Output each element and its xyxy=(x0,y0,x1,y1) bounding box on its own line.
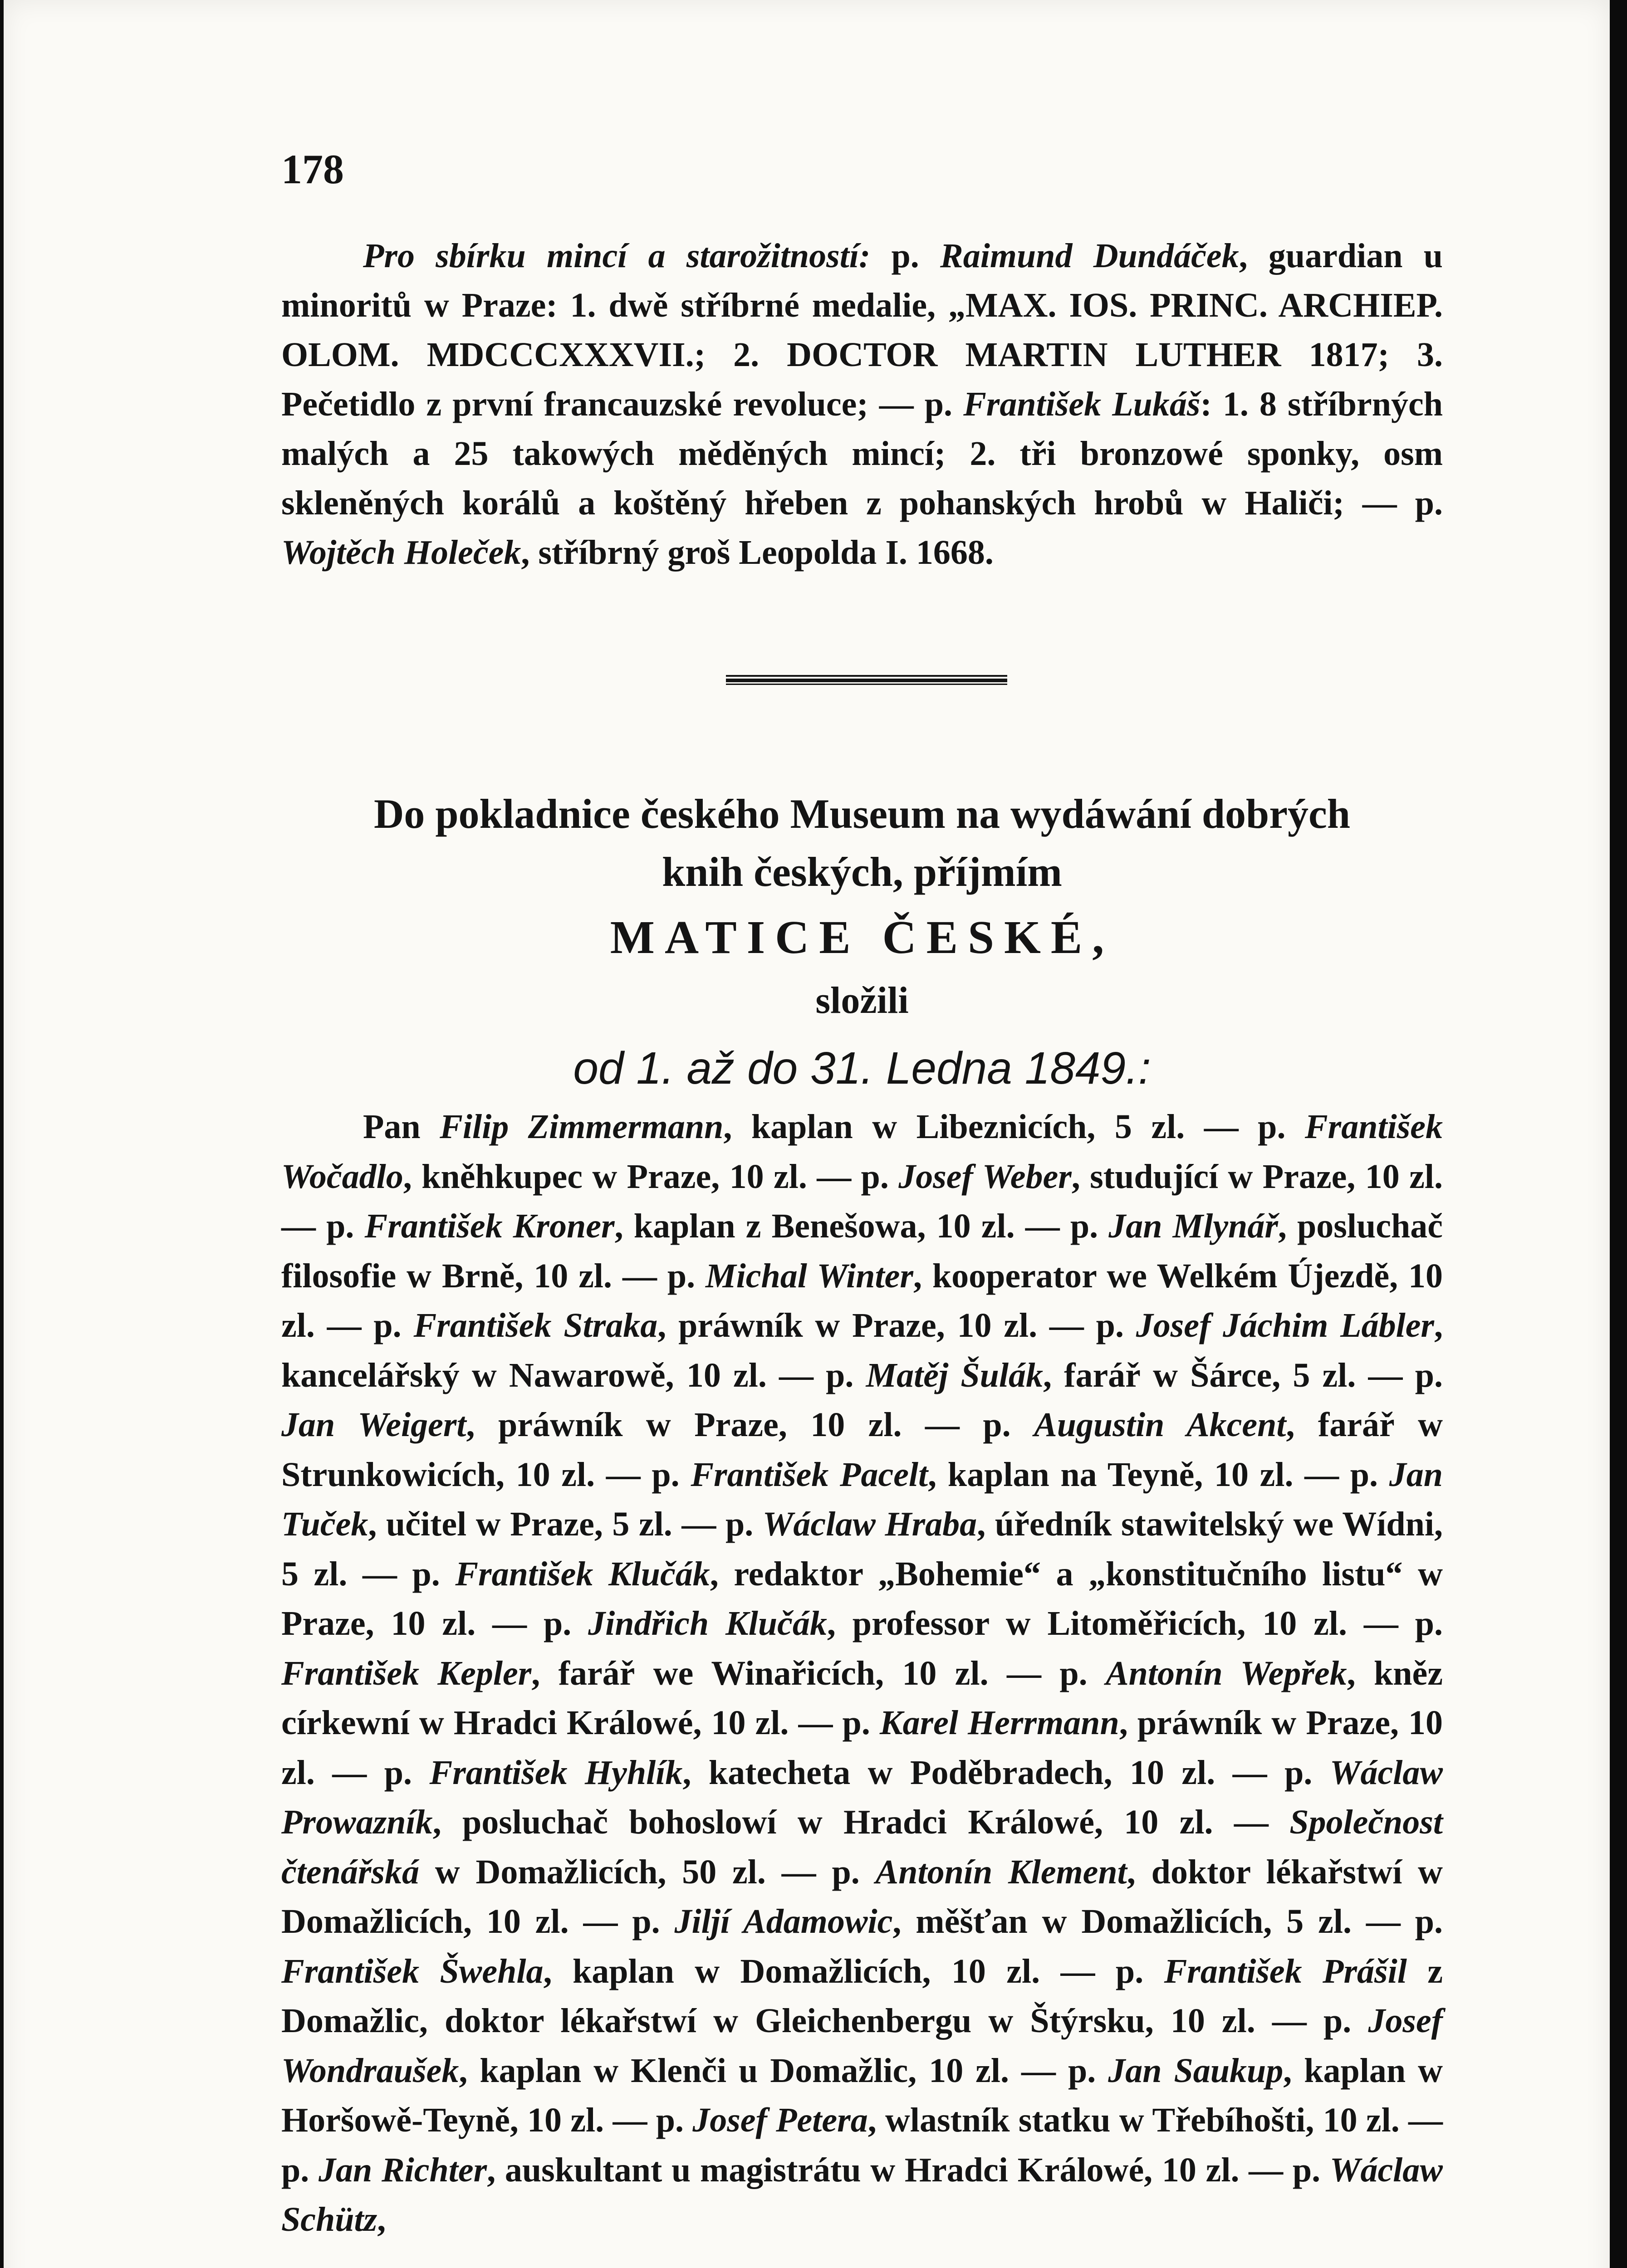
contributor-name: Wáclaw Prowazník xyxy=(281,1753,1443,1841)
heading-date: od 1. až do 31. Ledna 1849.: xyxy=(573,1043,1151,1094)
divider-rule xyxy=(726,679,1007,682)
page-number: 178 xyxy=(281,146,344,192)
heading-title: MATICE ČESKÉ, xyxy=(610,911,1114,963)
contribution-text: , měšťan w Domažlicích, 5 zl. — p. xyxy=(892,1902,1443,1941)
contributor-name: Jan Saukup xyxy=(1108,2051,1284,2090)
contributor-name: Jiljí Adamowic xyxy=(674,1902,893,1941)
scan-edge xyxy=(1610,0,1627,2268)
contribution-text: z Domažlic, doktor lékařstwí w Gleichenbergu w Štýrsku, 10 zl. — p. xyxy=(281,1952,1443,2040)
contribution-text: , úředník stawitelský we Wídni, 5 zl. — p. xyxy=(281,1505,1443,1593)
contributor-name: František Klučák xyxy=(455,1554,710,1593)
contribution-text: , práwník w Praze, 10 zl. — p. xyxy=(657,1306,1136,1344)
contributor-name: Wáclaw Schütz xyxy=(281,2151,1443,2239)
contributor-name: Josef Jáchim Lábler xyxy=(1136,1306,1434,1344)
contributor-name: Jindřich Klučák xyxy=(588,1604,827,1642)
heading-line: Do pokladnice českého Museum na wydáwání dobrých xyxy=(373,791,1351,837)
contributor-name: František Kepler xyxy=(281,1654,532,1692)
contributor-name: Společnost čtenářská xyxy=(281,1803,1443,1891)
contributor-name: Josef Petera xyxy=(692,2101,868,2139)
contributor-name: František Straka xyxy=(413,1306,658,1344)
contributor-name: Michal Winter xyxy=(706,1256,913,1295)
contributor-name: Wáclaw Hraba xyxy=(762,1505,977,1543)
contribution-text: , farář w Šárce, 5 zl. — p. xyxy=(1043,1356,1443,1394)
contributor-name: František Wočadlo xyxy=(281,1108,1443,1196)
book-page xyxy=(4,0,1610,2268)
contribution-text: , wlastník statku w Třebíhošti, 10 zl. — p. xyxy=(281,2101,1443,2189)
contributor-name: Josef Weber xyxy=(898,1157,1072,1196)
contribution-text: , kaplan w Libeznicích, 5 zl. — p. xyxy=(723,1108,1305,1146)
contribution-text: , kaplan w Horšowě-Teyně, 10 zl. — p. xyxy=(281,2051,1443,2139)
intro-segment: , guardian u minoritů w Praze: 1. dwě stříbrné medalie, „MAX. IOS. PRINC. ARCHIEP. OLOM. MDCCCXXXVII.; 2. DOCTOR MARTIN LUTHER 1817; 3. Pečetidlo z první francauzské revoluce; — p. xyxy=(281,237,1443,423)
contribution-text: , posluchač bohoslowí w Hradci Králowé, 10 zl. — xyxy=(432,1803,1290,1841)
contribution-text: , práwník w Praze, 10 zl. — p. xyxy=(466,1406,1034,1444)
contributor-name: Jan Richter xyxy=(318,2151,487,2189)
contributor-name: Jan Mlynář xyxy=(1108,1207,1278,1245)
intro-paragraph xyxy=(281,231,1443,577)
heading-line: knih českých, příjmím xyxy=(662,849,1062,895)
contribution-text: , doktor lékařstwí w Domažlicích, 10 zl. — p. xyxy=(281,1853,1443,1941)
contribution-text: , posluchač filosofie w Brně, 10 zl. — p. xyxy=(281,1207,1443,1295)
contributions-paragraph xyxy=(281,1102,1443,2245)
heading-line: složili xyxy=(815,979,909,1022)
divider-rule xyxy=(726,675,1007,677)
contribution-text: , kancelářský w Nawarowě, 10 zl. — p. xyxy=(281,1306,1443,1394)
contributor-name: Josef Wondraušek xyxy=(281,2002,1443,2090)
contribution-text: , kaplan na Teyně, 10 zl. — p. xyxy=(928,1455,1389,1494)
intro-segment: Wojtěch Holeček xyxy=(281,533,521,572)
intro-segment: František Lukáš xyxy=(963,385,1201,423)
contribution-text: w Domažlicích, 50 zl. — p. xyxy=(419,1853,876,1891)
intro-segment: p. xyxy=(870,237,941,275)
contribution-text: , xyxy=(377,2200,386,2239)
contributor-name: Karel Herrmann xyxy=(879,1704,1119,1742)
contribution-text: , kaplan w Klenči u Domažlic, 10 zl. — p. xyxy=(459,2051,1108,2090)
contribution-text: Pan xyxy=(363,1108,440,1146)
contributor-name: Antonín Klement xyxy=(875,1853,1127,1891)
contribution-text: , farář we Winařicích, 10 zl. — p. xyxy=(531,1654,1106,1692)
contribution-text: , professor w Litoměřicích, 10 zl. — p. xyxy=(827,1604,1443,1642)
intro-segment: Pro sbírku mincí a starožitností: xyxy=(363,237,871,275)
contributor-name: Filip Zimmermann xyxy=(440,1108,724,1146)
contribution-text: , učitel w Praze, 5 zl. — p. xyxy=(368,1505,763,1543)
contributor-name: František Šwehla xyxy=(281,1952,544,1990)
intro-segment: , stříbrný groš Leopolda I. 1668. xyxy=(521,533,994,572)
contribution-text: , katecheta w Poděbradech, 10 zl. — p. xyxy=(682,1753,1330,1792)
contributor-name: František Hyhlík xyxy=(429,1753,683,1792)
divider-rule xyxy=(726,684,1007,685)
contribution-text: , auskultant u magistrátu w Hradci Králowé, 10 zl. — p. xyxy=(487,2151,1330,2189)
contribution-text: , práwník w Praze, 10 zl. — p. xyxy=(281,1704,1443,1792)
contribution-text: , kněz církewní w Hradci Králowé, 10 zl. — p. xyxy=(281,1654,1443,1742)
contribution-text: , kooperator we Welkém Újezdě, 10 zl. — p. xyxy=(281,1256,1443,1344)
contributor-name: Matěj Šulák xyxy=(866,1356,1043,1394)
contributor-name: Jan Weigert xyxy=(281,1406,466,1444)
contribution-text: , kněhkupec w Praze, 10 zl. — p. xyxy=(403,1157,899,1196)
intro-segment: Raimund Dundáček xyxy=(940,237,1239,275)
section-divider xyxy=(726,675,1007,685)
contribution-text: , farář w Strunkowicích, 10 zl. — p. xyxy=(281,1406,1443,1494)
section-heading xyxy=(281,785,1443,1102)
contribution-text: , kaplan w Domažlicích, 10 zl. — p. xyxy=(543,1952,1164,1990)
contributor-name: Augustin Akcent xyxy=(1034,1406,1286,1444)
contributor-name: František Kroner xyxy=(364,1207,615,1245)
contributor-name: František Prášil xyxy=(1164,1952,1407,1990)
contribution-text: , redaktor „Bohemie“ a „konstitučního listu“ w Praze, 10 zl. — p. xyxy=(281,1554,1443,1642)
contribution-text: , studující w Praze, 10 zl. — p. xyxy=(281,1157,1443,1245)
contribution-text: , kaplan z Benešowa, 10 zl. — p. xyxy=(614,1207,1109,1245)
contributor-name: Jan Tuček xyxy=(281,1455,1443,1543)
contributor-name: Antonín Wepřek xyxy=(1105,1654,1347,1692)
contributor-name: František Pacelt xyxy=(691,1455,928,1494)
intro-segment: : 1. 8 stříbrných malých a 25 takowých měděných mincí; 2. tři bronzowé sponky, osm skleněných korálů a koštěný hřeben z pohanských hrobů w Haliči; — p. xyxy=(281,385,1443,522)
